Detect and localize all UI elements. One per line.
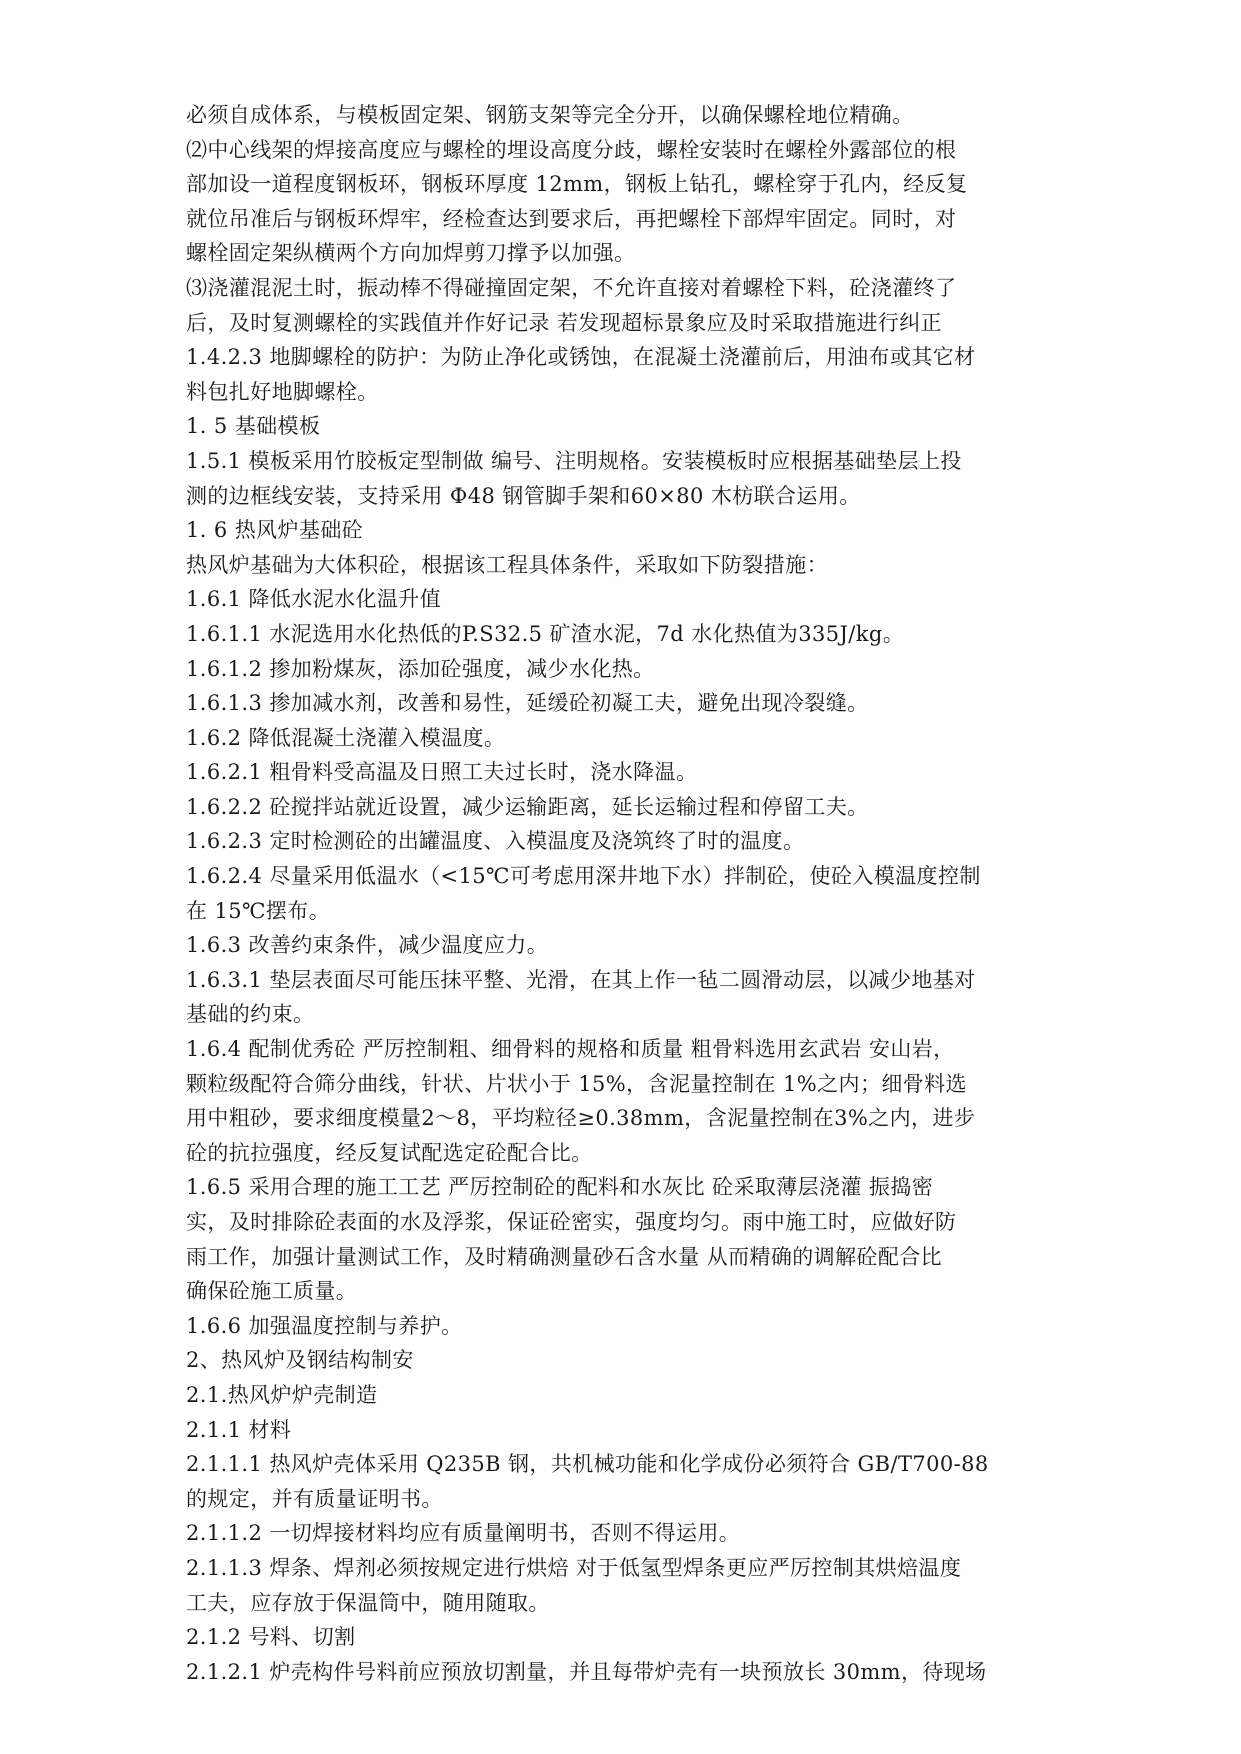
text-line: 在 15℃摆布。 — [186, 898, 331, 923]
text-line: 的规定，并有质量证明书。 — [186, 1486, 443, 1511]
section-heading: 1.6.2 降低混凝土浇灌入模温度。 — [186, 725, 506, 750]
section-heading: 2.1.1 材料 — [186, 1417, 292, 1442]
text-line: 部加设一道程度钢板环，钢板环厚度 12mm，钢板上钻孔，螺栓穿于孔内，经反复 — [186, 172, 968, 197]
text-line: 测的边框线安装，支持采用 Ф48 钢管脚手架和60×80 木枋联合运用。 — [186, 483, 861, 508]
text-line: 雨工作，加强计量测试工作，及时精确测量砂石含水量 从而精确的调解砼配合比 — [186, 1244, 943, 1269]
text-line: 料包扎好地脚螺栓。 — [186, 379, 379, 404]
section-heading: 1.6.3 改善约束条件，减少温度应力。 — [186, 933, 549, 958]
section-heading: 1.6.1.3 掺加减水剂，改善和易性，延缓砼初凝工夫，避免出现冷裂缝。 — [186, 691, 869, 716]
section-heading: 2.1.热风炉炉壳制造 — [186, 1382, 378, 1407]
section-heading: 1.6.1.1 水泥选用水化热低的P.S32.5 矿渣水泥，7d 水化热值为335J/kg。 — [186, 621, 905, 646]
section-heading: 1.6.1 降低水泥水化温升值 — [186, 587, 442, 612]
section-heading: 2.1.1.2 一切焊接材料均应有质量阐明书，否则不得运用。 — [186, 1521, 741, 1546]
section-heading: 1.5.1 模板采用竹胶板定型制做 编号、注明规格。安装模板时应根据基础垫层上投 — [186, 448, 962, 473]
text-line: 确保砼施工质量。 — [186, 1279, 358, 1304]
section-heading: 1.6.6 加强温度控制与养护。 — [186, 1313, 463, 1338]
section-heading: 1.6.2.3 定时检测砼的出罐温度、入模温度及浇筑终了时的温度。 — [186, 829, 805, 854]
text-line: 必须自成体系，与模板固定架、钢筋支架等完全分开，以确保螺栓地位精确。 — [186, 103, 914, 127]
document-body — [186, 98, 1126, 1689]
text-line: 颗粒级配符合筛分曲线，针状、片状小于 15%，含泥量控制在 1%之内；细骨料选 — [186, 1071, 967, 1096]
text-line: 工夫，应存放于保温筒中，随用随取。 — [186, 1590, 550, 1615]
text-line: ⑶浇灌混泥土时，振动棒不得碰撞固定架，不允许直接对着螺栓下料，砼浇灌终了 — [186, 275, 957, 300]
text-line: 砼的抗拉强度，经反复试配选定砼配合比。 — [186, 1140, 593, 1165]
section-heading: 1. 5 基础模板 — [186, 414, 321, 439]
section-heading: 1.6.2.1 粗骨料受高温及日照工夫过长时，浇水降温。 — [186, 760, 698, 785]
section-heading: 2、热风炉及钢结构制安 — [186, 1348, 414, 1373]
section-heading: 1.6.1.2 掺加粉煤灰，添加砼强度，减少水化热。 — [186, 656, 655, 681]
section-heading: 1.6.2.2 砼搅拌站就近设置，减少运输距离，延长运输过程和停留工夫。 — [186, 794, 869, 819]
section-heading: 1.6.3.1 垫层表面尽可能压抹平整、光滑，在其上作一毡二圆滑动层，以减少地基对 — [186, 967, 976, 992]
text-line: 螺栓固定架纵横两个方向加焊剪刀撑予以加强。 — [186, 241, 636, 266]
section-heading: 2.1.1.3 焊条、焊剂必须按规定进行烘焙 对于低氢型焊条更应严厉控制其烘焙温度 — [186, 1555, 962, 1580]
text-line: 基础的约束。 — [186, 1002, 315, 1027]
text-line: 实，及时排除砼表面的水及浮浆，保证砼密实，强度均匀。雨中施工时，应做好防 — [186, 1210, 957, 1234]
text-line: 热风炉基础为大体积砼，根据该工程具体条件，采取如下防裂措施： — [186, 552, 828, 577]
section-heading: 2.1.2 号料、切割 — [186, 1625, 356, 1650]
section-heading: 1.6.4 配制优秀砼 严厉控制粗、细骨料的规格和质量 粗骨料选用玄武岩 安山岩， — [186, 1037, 955, 1062]
text-line: 就位吊准后与钢板环焊牢，经检查达到要求后，再把螺栓下部焊牢固定。同时，对 — [186, 206, 957, 231]
text-line: ⑵中心线架的焊接高度应与螺栓的埋设高度分歧，螺栓安装时在螺栓外露部位的根 — [186, 137, 957, 162]
section-heading: 1.6.5 采用合理的施工工艺 严厉控制砼的配料和水灰比 砼采取薄层浇灌 振捣密 — [186, 1175, 934, 1200]
section-heading: 1. 6 热风炉基础砼 — [186, 518, 364, 543]
section-heading: 2.1.2.1 炉壳构件号料前应预放切割量，并且每带炉壳有一块预放长 30mm，待现场 — [186, 1659, 987, 1684]
section-heading: 1.4.2.3 地脚螺栓的防护：为防止净化或锈蚀，在混凝土浇灌前后，用油布或其它材 — [186, 345, 976, 370]
text-line: 用中粗砂，要求细度模量2～8，平均粒径≥0.38mm，含泥量控制在3%之内，进步 — [186, 1106, 976, 1131]
section-heading: 2.1.1.1 热风炉壳体采用 Q235B 钢，共机械功能和化学成份必须符合 GB/T700-88 — [186, 1452, 989, 1477]
section-heading: 1.6.2.4 尽量采用低温水（<15℃可考虑用深井地下水）拌制砼，使砼入模温度控制 — [186, 864, 981, 889]
text-line: 后，及时复测螺栓的实践值并作好记录 若发现超标景象应及时采取措施进行纠正 — [186, 310, 943, 335]
